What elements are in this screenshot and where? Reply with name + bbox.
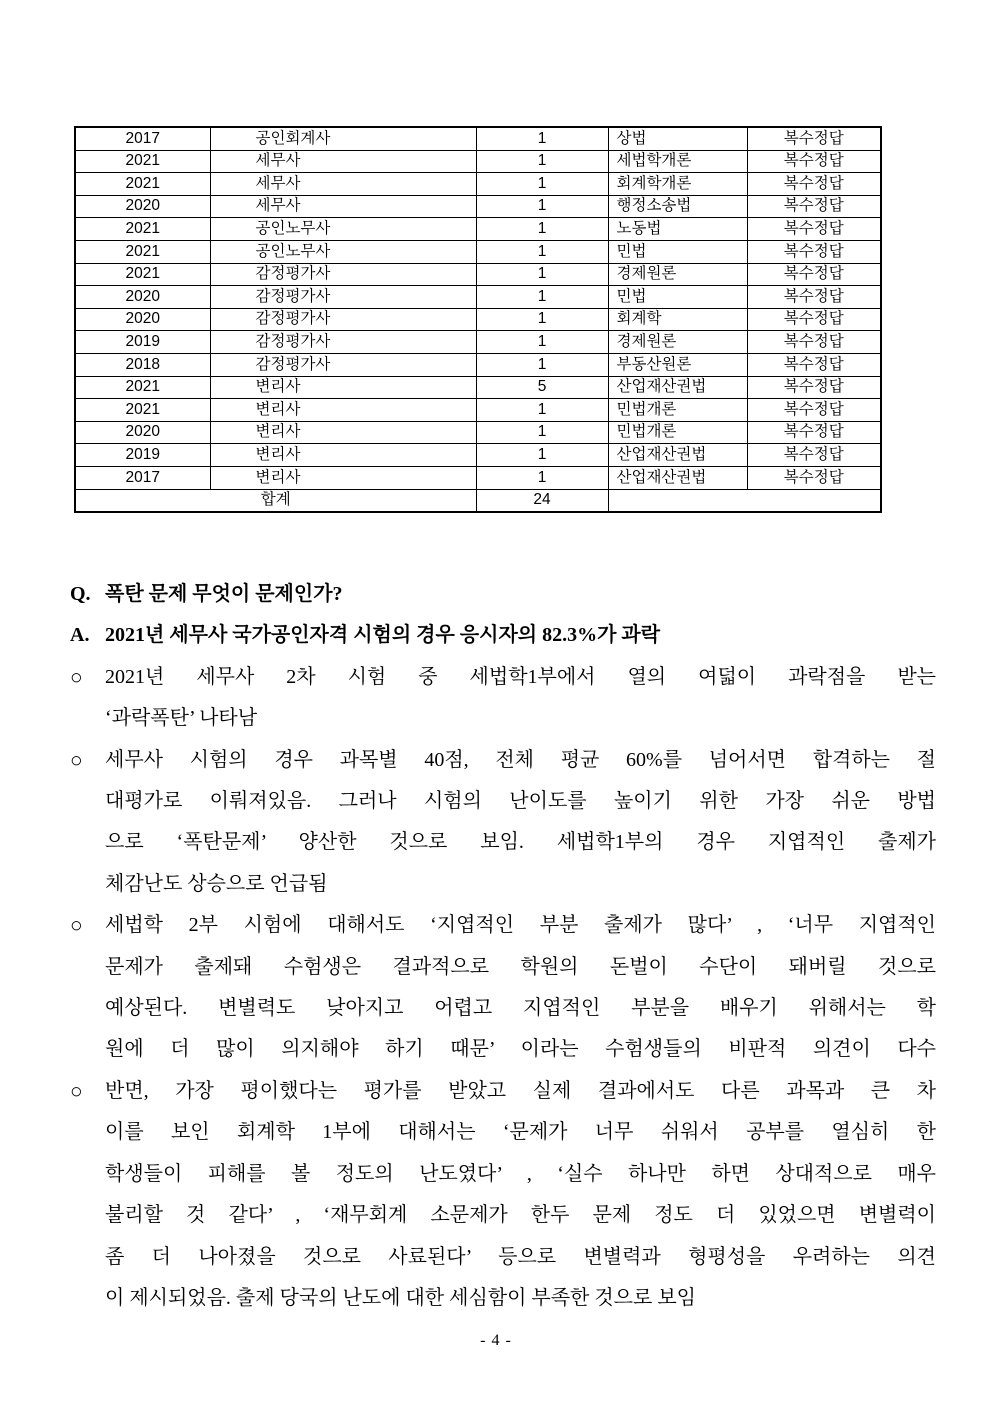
table-cell: 2021 [75, 173, 210, 196]
table-cell: 2021 [75, 240, 210, 263]
table-cell: 1 [476, 286, 608, 309]
table-row [75, 376, 881, 399]
table-cell: 1 [476, 240, 608, 263]
table-cell: 복수정답 [747, 466, 881, 489]
table-cell: 복수정답 [747, 173, 881, 196]
table-cell: 경제원론 [608, 263, 747, 286]
bullet-line: 세법학 2부 시험에 대해서도 ‘지엽적인 부분 출제가 많다’ , ‘너무 지엽적인 [105, 914, 936, 937]
table-cell: 산업재산권법 [608, 466, 747, 489]
table-row [75, 466, 881, 489]
table-cell: 감정평가사 [210, 263, 476, 286]
table-cell: 1 [476, 421, 608, 444]
table-cell: 2017 [75, 127, 210, 150]
bullet-line: 불리할 것 같다’ , ‘재무회계 소문제가 한두 문제 정도 더 있었으면 변별력이 [105, 1204, 936, 1227]
table-cell: 복수정답 [747, 195, 881, 218]
total-count-cell: 24 [476, 489, 608, 512]
table-row [75, 173, 881, 196]
table-cell: 2017 [75, 466, 210, 489]
table-cell: 민법 [608, 286, 747, 309]
question-text: 폭탄 문제 무엇이 문제인가? [105, 583, 343, 605]
table-cell: 복수정답 [747, 150, 881, 173]
table-cell: 감정평가사 [210, 308, 476, 331]
bullet-line: ‘과락폭탄’ 나타남 [105, 707, 258, 730]
table-row [75, 286, 881, 309]
answer-line [70, 615, 936, 656]
table-cell: 민법 [608, 240, 747, 263]
table-cell: 세무사 [210, 173, 476, 196]
table-cell: 공인노무사 [210, 240, 476, 263]
table-cell: 회계학 [608, 308, 747, 331]
table-cell: 민법개론 [608, 399, 747, 422]
bullet-line: 반면, 가장 평이했다는 평가를 받았고 실제 결과에서도 다른 과목과 큰 차 [105, 1079, 936, 1102]
bullet-text [105, 740, 936, 906]
table-cell: 감정평가사 [210, 331, 476, 354]
bullet-item [70, 657, 936, 740]
table-cell: 세법학개론 [608, 150, 747, 173]
table-cell: 부동산원론 [608, 353, 747, 376]
table-cell: 세무사 [210, 195, 476, 218]
table-row [75, 399, 881, 422]
table-cell: 상법 [608, 127, 747, 150]
table-cell: 경제원론 [608, 331, 747, 354]
table-row [75, 308, 881, 331]
table-cell: 공인회계사 [210, 127, 476, 150]
table-cell: 변리사 [210, 376, 476, 399]
answer-marker: A. [70, 624, 90, 647]
bullet-line: 좀 더 나아졌을 것으로 사료된다’ 등으로 변별력과 형평성을 우려하는 의견 [105, 1245, 936, 1268]
table-row [75, 421, 881, 444]
answer-text: 2021년 세무사 국가공인자격 시험의 경우 응시자의 82.3%가 과락 [105, 624, 661, 647]
question-line [70, 574, 936, 615]
table-cell: 2019 [75, 331, 210, 354]
table-cell: 산업재산권법 [608, 376, 747, 399]
qa-section [70, 574, 936, 1319]
bullet-text [105, 905, 936, 1071]
bullet-item [70, 905, 936, 1071]
bullet-line: 체감난도 상승으로 언급됨 [105, 872, 328, 895]
table-row [75, 331, 881, 354]
table-row [75, 127, 881, 150]
question-marker: Q. [70, 583, 91, 605]
table-cell: 민법개론 [608, 421, 747, 444]
table-total-row [75, 489, 881, 512]
table-row [75, 353, 881, 376]
table-cell: 변리사 [210, 466, 476, 489]
table-cell: 1 [476, 195, 608, 218]
table-row [75, 195, 881, 218]
bullet-item [70, 1071, 936, 1319]
table-cell: 1 [476, 173, 608, 196]
table-cell: 감정평가사 [210, 286, 476, 309]
table-cell: 1 [476, 399, 608, 422]
table-cell: 감정평가사 [210, 353, 476, 376]
table-cell: 복수정답 [747, 286, 881, 309]
circle-bullet-icon: ○ [70, 1078, 83, 1103]
bullet-line: 예상된다. 변별력도 낮아지고 어렵고 지엽적인 부분을 배우기 위해서는 학 [105, 997, 936, 1020]
table-cell: 변리사 [210, 421, 476, 444]
bullet-line: 이를 보인 회계학 1부에 대해서는 ‘문제가 너무 쉬워서 공부를 열심히 한 [105, 1121, 936, 1144]
table-cell: 2020 [75, 421, 210, 444]
table-cell: 1 [476, 263, 608, 286]
table-cell: 복수정답 [747, 308, 881, 331]
table-cell: 1 [476, 353, 608, 376]
circle-bullet-icon: ○ [70, 747, 83, 772]
bullet-line: 이 제시되었음. 출제 당국의 난도에 대한 세심함이 부족한 것으로 보임 [105, 1286, 696, 1309]
bullet-line: 원에 더 많이 의지해야 하기 때문’ 이라는 수험생들의 비판적 의견이 다수 [105, 1038, 936, 1061]
bullet-line: 세무사 시험의 경우 과목별 40점, 전체 평균 60%를 넘어서면 합격하는 절 [105, 748, 936, 771]
table-cell: 2021 [75, 399, 210, 422]
table-cell: 복수정답 [747, 218, 881, 241]
table-cell: 2020 [75, 286, 210, 309]
bullet-line: 문제가 출제돼 수험생은 결과적으로 학원의 돈벌이 수단이 돼버릴 것으로 [105, 955, 936, 978]
answers-table-body [75, 127, 881, 489]
table-cell: 1 [476, 308, 608, 331]
table-cell: 복수정답 [747, 376, 881, 399]
table-row [75, 240, 881, 263]
table-cell: 복수정답 [747, 240, 881, 263]
table-cell: 2018 [75, 353, 210, 376]
table-cell: 변리사 [210, 399, 476, 422]
table-cell: 세무사 [210, 150, 476, 173]
table-cell: 복수정답 [747, 444, 881, 467]
bullet-line: 으로 ‘폭탄문제’ 양산한 것으로 보임. 세법학1부의 경우 지엽적인 출제가 [105, 831, 936, 854]
table-cell: 복수정답 [747, 399, 881, 422]
bullet-line: 학생들이 피해를 볼 정도의 난도였다’ , ‘실수 하나만 하면 상대적으로 매우 [105, 1162, 936, 1185]
table-cell: 변리사 [210, 444, 476, 467]
total-empty-cell [608, 489, 881, 512]
table-cell: 2021 [75, 218, 210, 241]
circle-bullet-icon: ○ [70, 664, 83, 689]
table-cell: 1 [476, 444, 608, 467]
bullet-line: 2021년 세무사 2차 시험 중 세법학1부에서 열의 여덟이 과락점을 받는 [105, 665, 936, 688]
circle-bullet-icon: ○ [70, 913, 83, 938]
page-number: - 4 - [480, 1332, 512, 1349]
table-cell: 복수정답 [747, 263, 881, 286]
table-row [75, 150, 881, 173]
bullet-line: 대평가로 이뤄져있음. 그러나 시험의 난이도를 높이기 위한 가장 쉬운 방법 [105, 790, 936, 813]
table-cell: 5 [476, 376, 608, 399]
table-cell: 노동법 [608, 218, 747, 241]
table-cell: 2020 [75, 308, 210, 331]
bullet-text [105, 1071, 936, 1319]
table-row [75, 263, 881, 286]
table-row [75, 218, 881, 241]
table-cell: 행정소송법 [608, 195, 747, 218]
bullet-list [70, 657, 936, 1320]
table-cell: 2020 [75, 195, 210, 218]
multiple-answers-table [74, 126, 882, 513]
table-cell: 1 [476, 127, 608, 150]
table-cell: 복수정답 [747, 353, 881, 376]
table-cell: 1 [476, 150, 608, 173]
table-cell: 복수정답 [747, 421, 881, 444]
table-cell: 회계학개론 [608, 173, 747, 196]
table-cell: 1 [476, 466, 608, 489]
table-cell: 1 [476, 218, 608, 241]
table-cell: 2021 [75, 376, 210, 399]
table-cell: 2021 [75, 150, 210, 173]
table-cell: 복수정답 [747, 331, 881, 354]
total-label-cell: 합계 [75, 489, 476, 512]
bullet-item [70, 740, 936, 906]
table-cell: 산업재산권법 [608, 444, 747, 467]
table-cell: 2021 [75, 263, 210, 286]
table-cell: 복수정답 [747, 127, 881, 150]
table-cell: 1 [476, 331, 608, 354]
bullet-text [105, 657, 936, 740]
table-cell: 공인노무사 [210, 218, 476, 241]
table-row [75, 444, 881, 467]
table-cell: 2019 [75, 444, 210, 467]
